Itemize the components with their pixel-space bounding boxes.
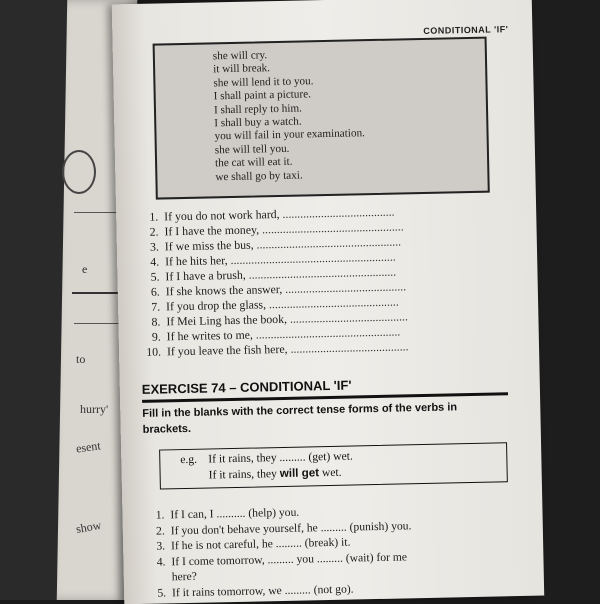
fill-in-list [146, 500, 518, 601]
phrase-item: I shall buy a watch. [214, 112, 486, 131]
example-answer-post: wet. [319, 466, 342, 479]
question-number: 5. [141, 270, 159, 285]
question-text: If I have the money, [164, 222, 259, 238]
question-text: If Mei Ling has the book, [166, 312, 287, 329]
question-number: 2. [140, 225, 158, 240]
item-number: 5. [148, 585, 166, 601]
example-tag: e.g. [180, 453, 208, 467]
question-list [140, 202, 503, 360]
answer-blank[interactable]: ................................................. [256, 234, 401, 251]
answer-blank[interactable]: ........................................ [290, 309, 408, 325]
item-number: 2. [147, 523, 165, 539]
question-number: 6. [142, 285, 160, 300]
item-number: 3. [147, 538, 165, 554]
answer-blank[interactable]: ............................................ [269, 295, 399, 312]
question-number: 8. [142, 315, 160, 330]
answer-blank[interactable]: ................................................. [256, 324, 401, 341]
item-text[interactable]: If he is not careful, he ......... (break) it. [171, 536, 351, 553]
exercise-instructions: Fill in the blanks with the correct tense forms of the verbs in brackets. [142, 398, 503, 438]
example-answer-pre: If it rains, they [209, 467, 280, 481]
question-number: 3. [141, 240, 159, 255]
example-text: If it rains, they ......... (get) wet. [208, 450, 353, 466]
phrase-box [153, 37, 490, 200]
question-text: If he hits her, [165, 253, 228, 268]
item-text[interactable]: If it rains tomorrow, we ......... (not go). [172, 582, 354, 599]
phrase-item: she will cry. [213, 45, 485, 64]
answer-blank[interactable]: ......................................... [285, 279, 406, 296]
book-page [112, 0, 544, 604]
item-text: here? [172, 570, 197, 584]
answer-blank[interactable]: .................................................. [249, 265, 397, 282]
answer-blank[interactable]: ...................................... [282, 205, 394, 221]
phrase-item: you will fail in your examination. [214, 125, 486, 144]
phrase-list [155, 39, 488, 186]
answer-blank[interactable]: ........................................................ [230, 250, 395, 267]
question-text: If I have a brush, [165, 268, 246, 284]
question-number: 9. [143, 330, 161, 345]
phrase-item: she will lend it to you. [213, 71, 485, 90]
example-line-1 [180, 450, 353, 467]
question-number: 4. [141, 255, 159, 270]
exercise-title: EXERCISE 74 – CONDITIONAL 'IF' [142, 378, 352, 397]
item-number: 4. [147, 554, 165, 570]
item-text[interactable]: If you don't behave yourself, he ......... (punish) you. [171, 519, 412, 537]
previous-page-drawing [62, 150, 96, 194]
question-number: 10. [143, 345, 161, 360]
example-box [159, 442, 508, 489]
phrase-item: I shall reply to him. [214, 98, 486, 117]
example-line-2 [181, 466, 342, 482]
item-number: 1. [146, 507, 164, 523]
answer-blank[interactable]: ................................................ [262, 219, 404, 236]
item-text[interactable]: If I can, I .......... (help) you. [170, 506, 299, 522]
question-number: 1. [140, 210, 158, 225]
phrase-item: it will break. [213, 58, 485, 77]
previous-page-fragment: show [75, 518, 103, 537]
previous-page-fragment: esent [75, 438, 102, 456]
phrase-item: the cat will eat it. [215, 152, 487, 171]
phrase-item: I shall paint a picture. [214, 85, 486, 104]
running-head: CONDITIONAL 'IF' [423, 24, 508, 36]
example-answer-bold: will get [280, 466, 320, 480]
question-number: 7. [142, 300, 160, 315]
previous-page-fragment: to [76, 352, 85, 367]
question-text: If we miss the bus, [165, 238, 254, 254]
question-text: If he writes to me, [167, 328, 253, 344]
question-text: If she knows the answer, [166, 282, 283, 298]
answer-blank[interactable]: ........................................ [290, 339, 408, 355]
item-text[interactable]: If I come tomorrow, ......... you ......... (wait) for me [171, 550, 407, 568]
question-text: If you leave the fish here, [167, 342, 288, 359]
question-text: If you do not work hard, [164, 207, 280, 223]
phrase-item: we shall go by taxi. [215, 165, 487, 184]
previous-page-fragment: e [82, 262, 87, 277]
previous-page-fragment: hurry' [80, 402, 108, 417]
phrase-item: she will tell you. [215, 138, 487, 157]
question-text: If you drop the glass, [166, 297, 266, 313]
